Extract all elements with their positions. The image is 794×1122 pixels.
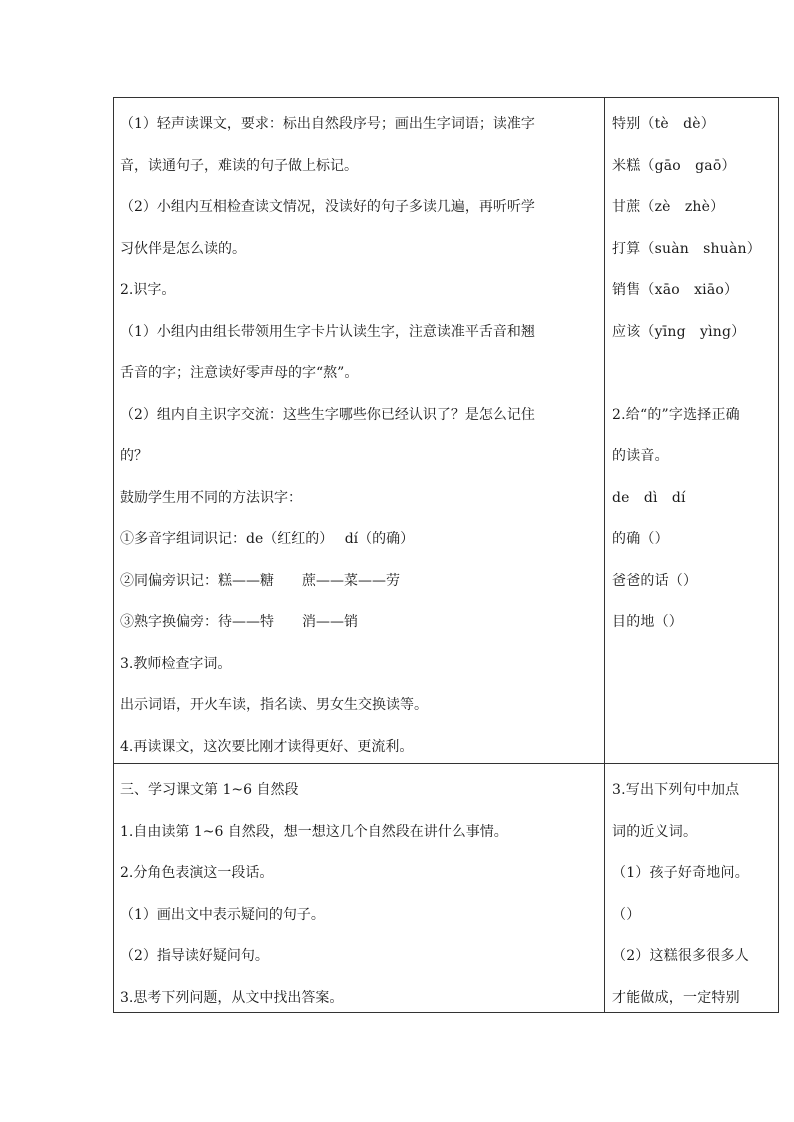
lesson-plan-table [113,97,779,1013]
text-line: ②同偏旁识记：糕——糖 蔗——菜——劳 [120,572,400,589]
text-line: 鼓励学生用不同的方法识字： [120,489,302,506]
text-line: ①多音字组词识记：de（红红的） dí（的确） [120,531,415,547]
text-line [612,353,776,395]
text-line: （2）小组内互相检查读文情况，没读好的句子多读几遍，再听听学 [120,199,535,215]
text-line: （1）小组内由组长带领用生字卡片认读生字，注意读准平舌音和翘 [120,323,535,340]
text-line: 的读音。 [612,448,669,464]
text-line: 音，读通句子，难读的句子做上标记。 [120,157,358,174]
text-line: （2）指导读好疑问句。 [120,948,269,964]
text-line: 目的地（） [612,614,683,630]
text-line: ③熟字换偏旁：待——特 消——销 [120,614,358,630]
text-line: 三、学习课文第 1~6 自然段 [120,782,299,798]
text-line: 爸爸的话（） [612,572,698,589]
text-line: 词的近义词。 [612,823,698,840]
text-line: （1）画出文中表示疑问的句子。 [120,906,325,923]
text-line: de dì dí [612,489,686,506]
text-line: 销售（xāo xiāo） [612,282,739,298]
row2-activities-cell [114,764,604,1014]
text-line: 甘蔗（zè zhè） [612,199,725,215]
text-line: 3.写出下列句中加点 [612,782,740,798]
text-line: 的确（） [612,531,669,547]
text-line: 应该（yīng yìng） [612,323,746,340]
text-line: （2）这糕很多很多人 [612,948,749,964]
text-line: 特别（tè dè） [612,116,715,132]
text-line: 才能做成，一定特别 [612,989,740,1006]
text-line: 2.分角色表演这一段话。 [120,865,274,881]
text-line: 1.自由读第 1~6 自然段，想一想这几个自然段在讲什么事情。 [120,823,508,840]
text-line: 舌音的字；注意读好零声母的字“熬”。 [120,365,359,381]
text-line: 米糕（gāo gaō） [612,157,736,174]
text-line: （2）组内自主识字交流：这些生字哪些你已经认识了？是怎么记住 [120,406,535,423]
text-line: （1）孩子好奇地问。 [612,865,749,881]
text-line: （） [612,906,641,923]
text-line: 3.思考下列问题，从文中找出答案。 [120,989,344,1006]
text-line: 出示词语，开火车读，指名读、男女生交换读等。 [120,697,428,713]
text-line: 4.再读课文，这次要比刚才读得更好、更流利。 [120,738,414,755]
row2-exercise-cell [605,764,780,1014]
text-line: 2.给“的”字选择正确 [612,406,740,423]
text-line: 打算（suàn shuàn） [612,240,761,257]
row1-exercise-cell [605,98,780,763]
text-line: 习伙伴是怎么读的。 [120,240,246,257]
text-line: 的？ [120,448,148,464]
text-line: 3.教师检查字词。 [120,655,232,672]
row1-activities-cell [114,98,604,763]
text-line: 2.识字。 [120,282,176,298]
text-line: （1）轻声读课文，要求：标出自然段序号；画出生字词语；读准字 [120,116,535,132]
